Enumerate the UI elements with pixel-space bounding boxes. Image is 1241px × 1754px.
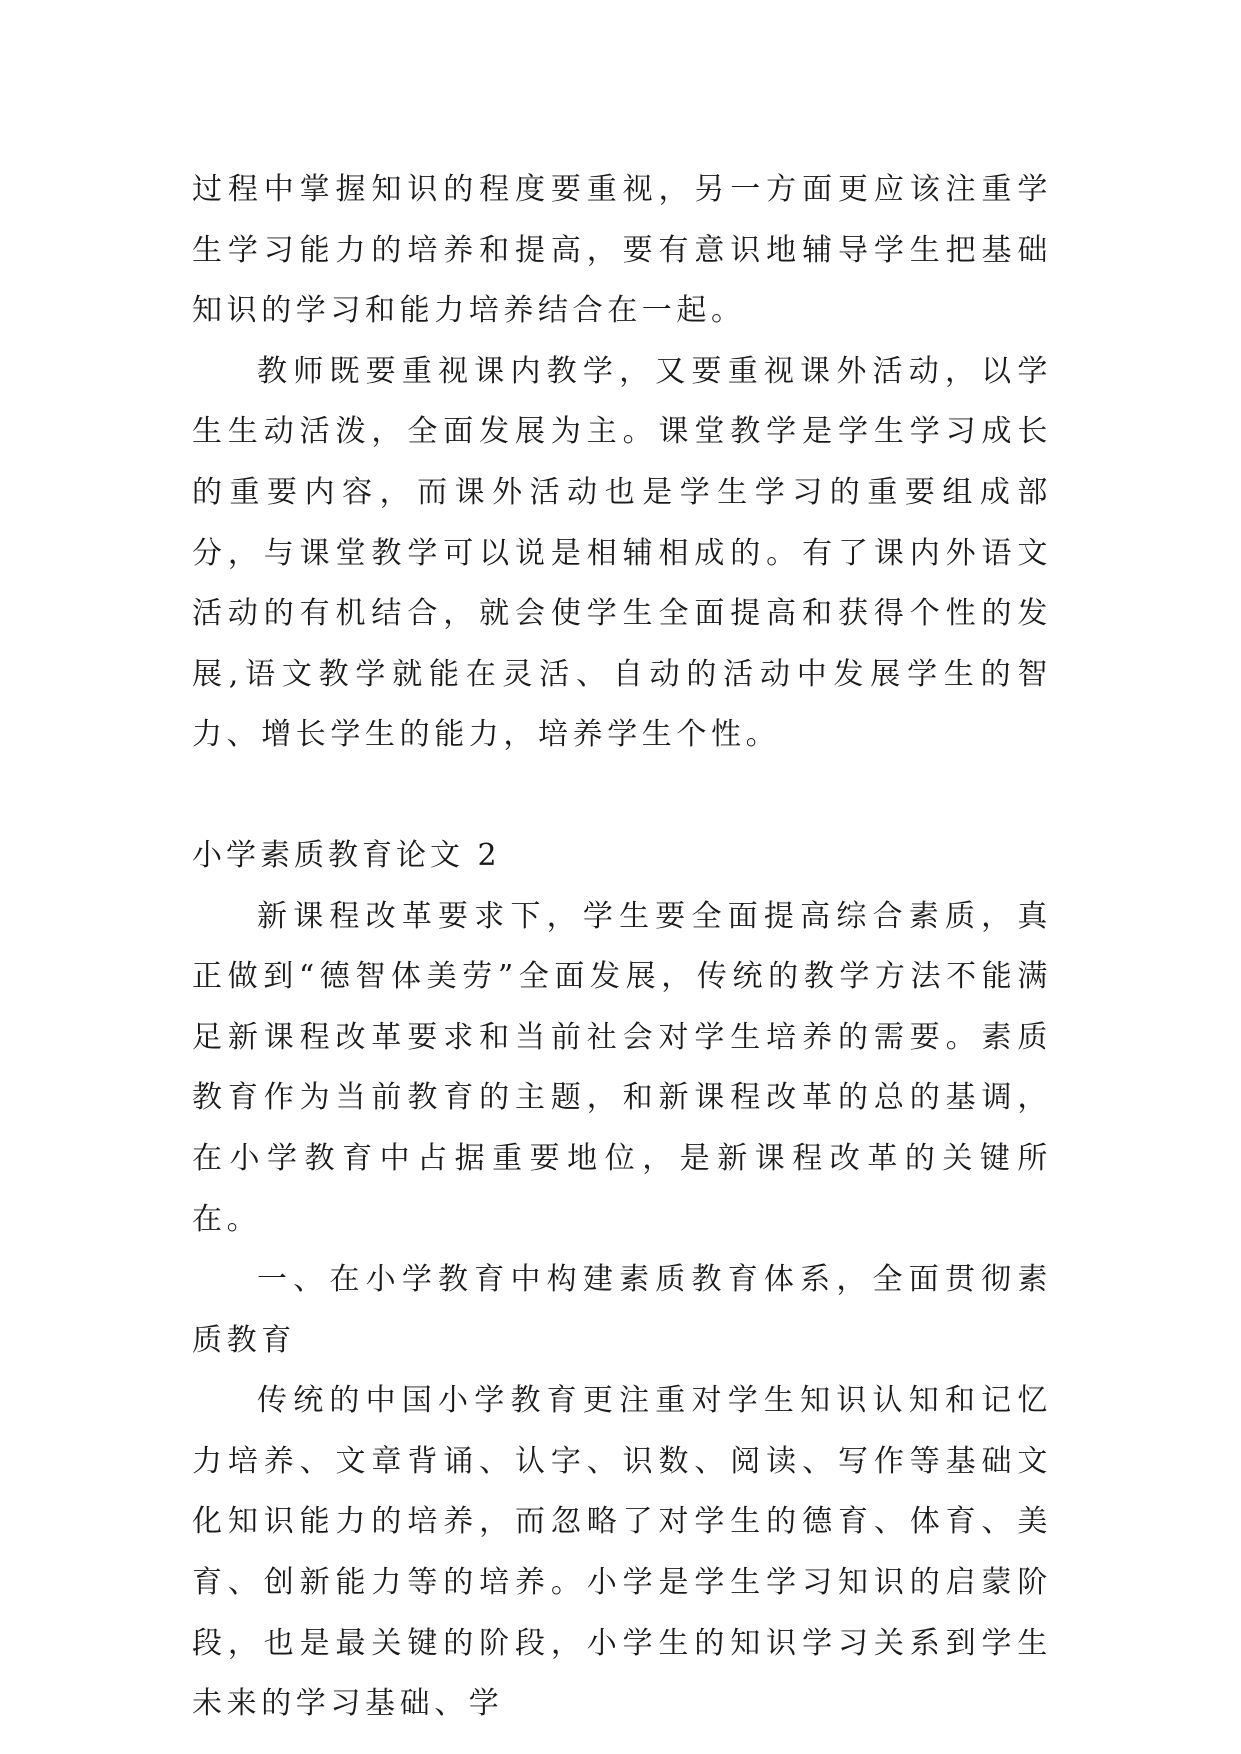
paragraph-activities: 教师既要重视课内教学，又要重视课外活动，以学生生动活泼，全面发展为主。课堂教学是学生学习成长的重要内容，而课外活动也是学生学习的重要组成部分，与课堂教学可以说是相辅相成的。有了课内外语文活动的有机结合，就会使学生全面提高和获得个性的发展,语文教学就能在灵活、自动的活动中发展学生的智力、增长学生的能力，培养学生个性。: [192, 353, 1052, 753]
paragraph-reform: 新课程改革要求下，学生要全面提高综合素质，真正做到“德智体美劳”全面发展，传统的教学方法不能满足新课程改革要求和当前社会对学生培养的需要。素质教育作为当前教育的主题，和新课程改革的总的基调，在小学教育中占据重要地位，是新课程改革的关键所在。: [192, 898, 1052, 1237]
paragraph-traditional: 传统的中国小学教育更注重对学生知识认知和记忆力培养、文章背诵、认字、识数、阅读、写作等基础文化知识能力的培养，而忽略了对学生的德育、体育、美育、创新能力等的培养。小学是学生学习知识的启蒙阶段，也是最关键的阶段，小学生的知识学习关系到学生未来的学习基础、学: [192, 1383, 1052, 1722]
subheading-one: 一、在小学教育中构建素质教育体系，全面贯彻素质教育: [192, 1262, 1052, 1358]
document-body: [192, 160, 1052, 1735]
paragraph-continuation: 过程中掌握知识的程度要重视，另一方面更应该注重学生学习能力的培养和提高，要有意识地辅导学生把基础知识的学习和能力培养结合在一起。: [192, 172, 1052, 329]
section-title: 小学素质教育论文 2: [192, 837, 501, 873]
